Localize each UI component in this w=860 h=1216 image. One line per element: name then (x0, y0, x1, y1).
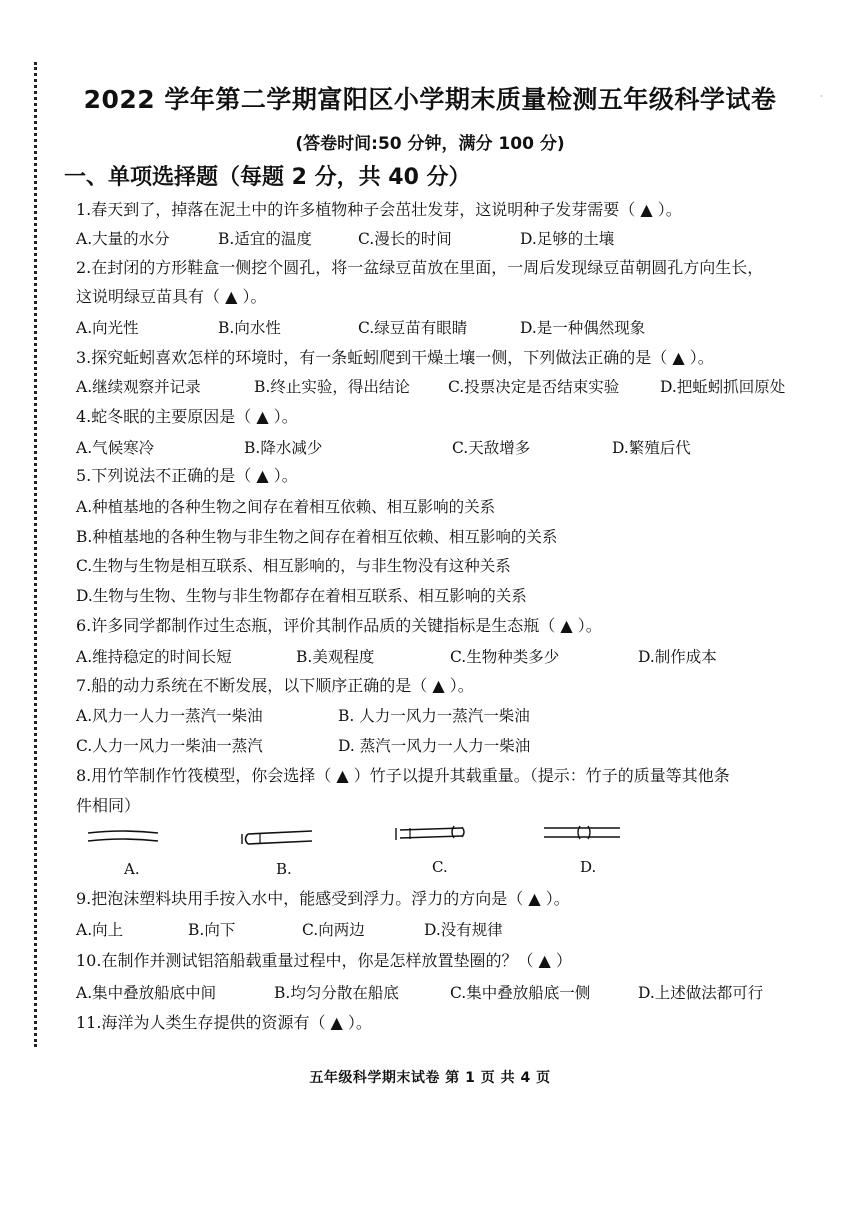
question-8-option-d: D. (580, 858, 597, 876)
question-2-option-b: B.向水性 (218, 319, 281, 337)
question-2-stem-cont: 这说明绿豆苗具有（ ▲ ）。 (76, 287, 267, 306)
question-3-option-b: B.终止实验，得出结论 (254, 378, 410, 396)
page-footer: 五年级科学期末试卷 第 1 页 共 4 页 (309, 1070, 551, 1086)
question-7-option-b: B. 人力一风力一蒸汽一柴油 (338, 707, 530, 725)
exam-title: 2022 学年第二学期富阳区小学期末质量检测五年级科学试卷 (83, 85, 777, 114)
question-10-option-c: C.集中叠放船底一侧 (450, 984, 591, 1002)
question-6-stem: 6.许多同学都制作过生态瓶，评价其制作品质的关键指标是生态瓶（ ▲ ）。 (76, 616, 602, 635)
question-9-option-d: D.没有规律 (424, 921, 503, 939)
question-7-stem: 7.船的动力系统在不断发展，以下顺序正确的是（ ▲ ）。 (76, 676, 474, 695)
question-8-stem-cont: 件相同） (76, 796, 141, 815)
question-6-option-d: D.制作成本 (638, 648, 717, 666)
question-8-option-a: A. (124, 860, 140, 878)
question-4-option-d: D.繁殖后代 (612, 439, 691, 457)
bamboo-d-figure (542, 822, 624, 844)
question-5-option-c: C.生物与生物是相互联系、相互影响的，与非生物没有这种关系 (76, 557, 511, 575)
section-heading: 一、单项选择题（每题 2 分，共 40 分） (64, 165, 471, 190)
question-5-option-d: D.生物与生物、生物与非生物都存在着相互联系、相互影响的关系 (76, 587, 527, 605)
question-8-option-c: C. (432, 858, 448, 876)
question-1-option-d: D.足够的土壤 (520, 230, 615, 248)
exam-time-score: (答卷时间:50 分钟，满分 100 分) (295, 134, 565, 154)
question-7-option-d: D. 蒸汽一风力一人力一柴油 (338, 737, 531, 755)
question-9-option-a: A.向上 (76, 921, 124, 939)
scan-mark: · (820, 92, 823, 101)
question-10-option-b: B.均匀分散在船底 (274, 984, 399, 1002)
question-8-option-b: B. (276, 860, 292, 878)
question-10-option-a: A.集中叠放船底中间 (76, 984, 217, 1002)
bamboo-b-figure (238, 826, 318, 848)
question-6-option-c: C.生物种类多少 (450, 648, 560, 666)
question-4-option-a: A.气候寒冷 (76, 439, 155, 457)
question-1-option-a: A.大量的水分 (76, 230, 170, 248)
question-9-stem: 9.把泡沫塑料块用手按入水中，能感受到浮力。浮力的方向是（ ▲ ）。 (76, 889, 570, 908)
question-1-option-b: B.适宜的温度 (218, 230, 312, 248)
question-3-option-c: C.投票决定是否结束实验 (448, 378, 620, 396)
question-4-option-c: C.天敌增多 (452, 439, 531, 457)
binding-dotted-line (34, 62, 37, 1047)
question-3-option-d: D.把蚯蚓抓回原处 (660, 378, 786, 396)
question-5-stem: 5.下列说法不正确的是（ ▲ ）。 (76, 466, 298, 485)
question-4-stem: 4.蛇冬眠的主要原因是（ ▲ ）。 (76, 407, 298, 426)
question-3-option-a: A.继续观察并记录 (76, 378, 201, 396)
question-2-option-c: C.绿豆苗有眼睛 (358, 319, 468, 337)
question-4-option-b: B.降水减少 (244, 439, 323, 457)
question-3-stem: 3.探究蚯蚓喜欢怎样的环境时，有一条蚯蚓爬到干燥土壤一侧，下列做法正确的是（ ▲ ）。 (76, 348, 714, 367)
question-7-option-a: A.风力一人力一蒸汽一柴油 (76, 707, 263, 725)
bamboo-a-figure (86, 826, 162, 846)
question-2-stem: 2.在封闭的方形鞋盒一侧挖个圆孔，将一盆绿豆苗放在里面，一周后发现绿豆苗朝圆孔方向生长， (76, 258, 764, 277)
question-8-stem: 8.用竹竿制作竹筏模型，你会选择（ ▲ ）竹子以提升其载重量。（提示：竹子的质量等其他条 (76, 766, 730, 785)
question-9-option-c: C.向两边 (302, 921, 365, 939)
bamboo-c-figure (392, 822, 472, 844)
question-1-option-c: C.漫长的时间 (358, 230, 452, 248)
question-2-option-d: D.是一种偶然现象 (520, 319, 646, 337)
question-5-option-a: A.种植基地的各种生物之间存在着相互依赖、相互影响的关系 (76, 498, 496, 516)
question-6-option-a: A.维持稳定的时间长短 (76, 648, 232, 666)
question-10-option-d: D.上述做法都可行 (638, 984, 764, 1002)
question-1-stem: 1.春天到了，掉落在泥土中的许多植物种子会茁壮发芽，这说明种子发芽需要（ ▲ ）。 (76, 200, 682, 219)
question-7-option-c: C.人力一风力一柴油一蒸汽 (76, 737, 263, 755)
question-9-option-b: B.向下 (188, 921, 236, 939)
question-2-option-a: A.向光性 (76, 319, 139, 337)
question-6-option-b: B.美观程度 (296, 648, 375, 666)
question-5-option-b: B.种植基地的各种生物与非生物之间存在着相互依赖、相互影响的关系 (76, 528, 558, 546)
question-11-stem: 11.海洋为人类生存提供的资源有（ ▲ ）。 (76, 1013, 372, 1032)
question-10-stem: 10.在制作并测试铝箔船载重量过程中，你是怎样放置垫圈的？（ ▲ ） (76, 951, 572, 970)
